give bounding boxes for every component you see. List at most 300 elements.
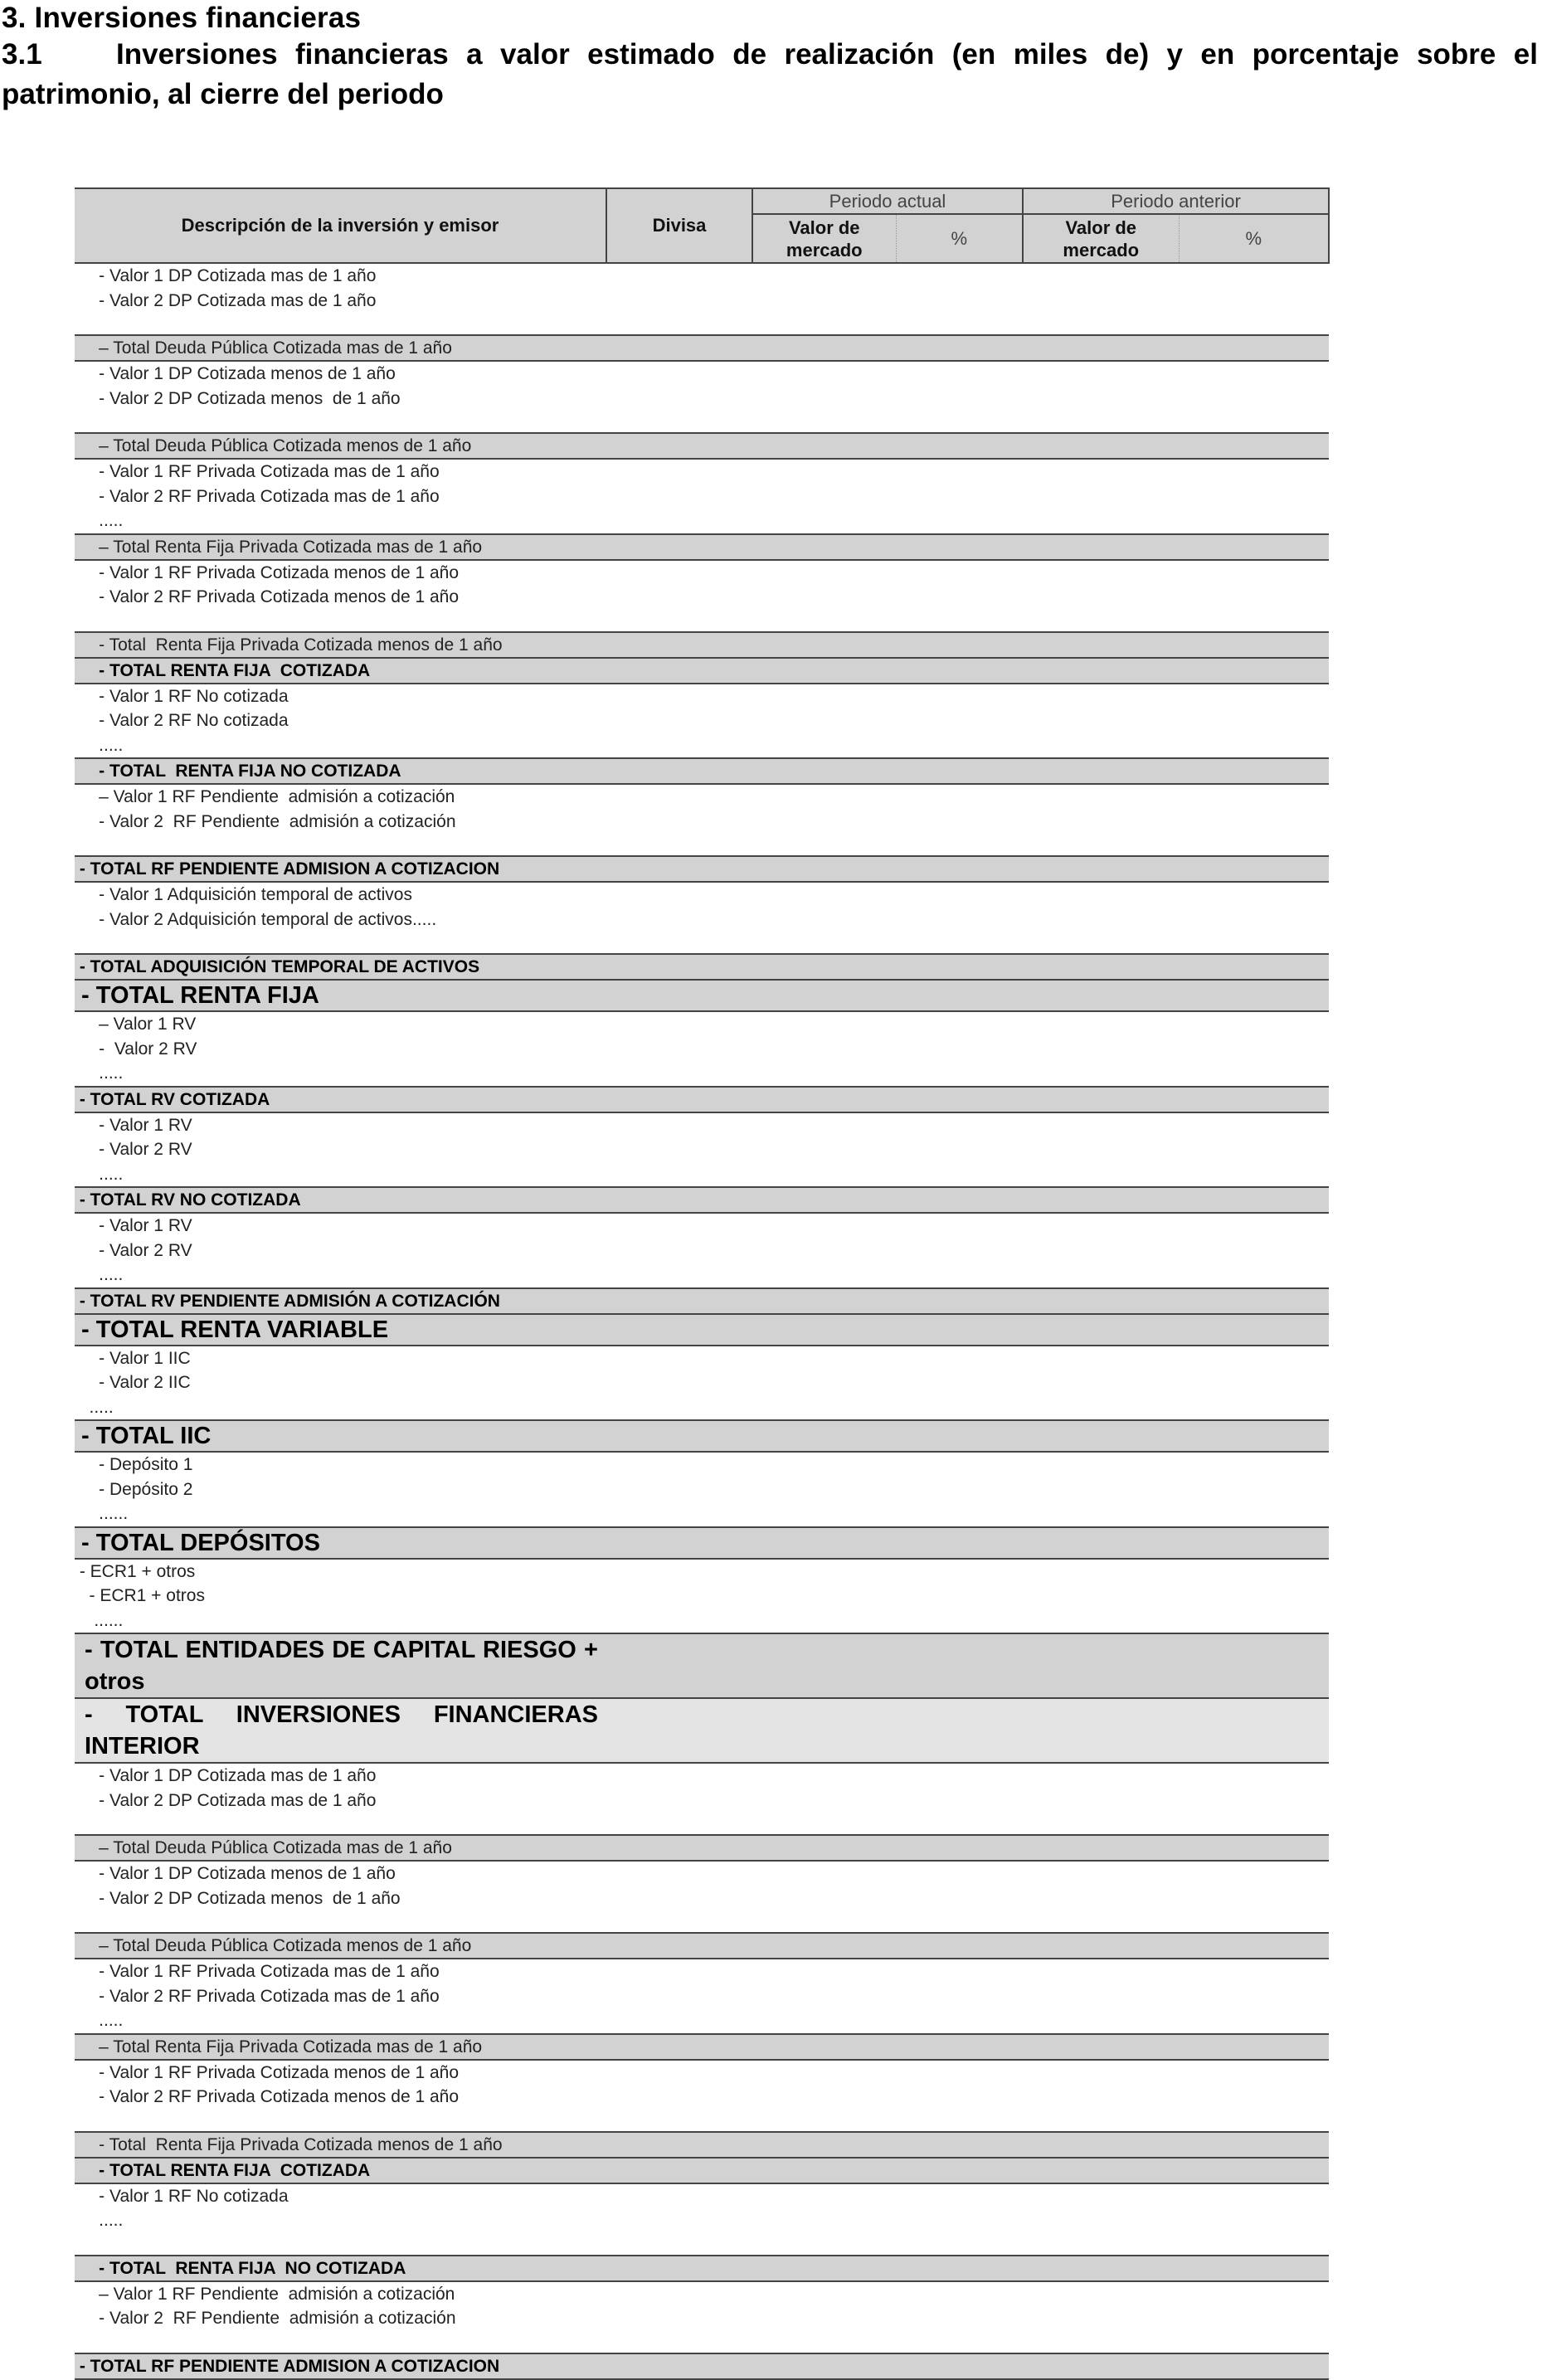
market-value-line2: mercado bbox=[786, 239, 863, 260]
market-value-cell bbox=[1023, 1633, 1179, 1698]
market-value-cell bbox=[752, 1835, 896, 1861]
total-row bbox=[75, 2034, 1329, 2060]
total-row bbox=[75, 1527, 1329, 1559]
detail-row-group bbox=[75, 560, 1329, 632]
detail-line: ...... bbox=[75, 1504, 129, 1523]
currency-cell bbox=[606, 459, 752, 534]
row-description bbox=[75, 784, 606, 856]
market-value-line2: mercado bbox=[1063, 239, 1140, 260]
percent-cell bbox=[896, 1314, 1023, 1346]
header-previous-market-value bbox=[1023, 214, 1179, 263]
percent-cell bbox=[896, 2034, 1023, 2060]
total-row bbox=[75, 1835, 1329, 1861]
market-value-cell bbox=[752, 1698, 896, 1763]
market-value-cell bbox=[752, 459, 896, 534]
row-description bbox=[75, 263, 606, 335]
percent-cell bbox=[896, 1213, 1023, 1288]
percent-cell bbox=[1179, 1011, 1329, 1087]
detail-line: - Valor 1 DP Cotizada mas de 1 año bbox=[75, 1766, 377, 1785]
market-value-cell bbox=[752, 263, 896, 335]
market-value-cell bbox=[752, 1933, 896, 1959]
percent-cell bbox=[1179, 1698, 1329, 1763]
market-value-cell bbox=[752, 1861, 896, 1933]
market-value-cell bbox=[752, 1633, 896, 1698]
market-value-cell bbox=[752, 980, 896, 1011]
market-value-cell bbox=[1023, 263, 1179, 335]
percent-cell bbox=[1179, 1112, 1329, 1188]
percent-cell bbox=[1179, 1959, 1329, 2034]
detail-line: - Valor 1 IIC bbox=[75, 1348, 191, 1368]
market-value-cell bbox=[752, 1314, 896, 1346]
percent-cell bbox=[896, 1959, 1023, 2034]
currency-cell bbox=[606, 1288, 752, 1314]
total-row bbox=[75, 2132, 1329, 2158]
total-row bbox=[75, 1698, 1329, 1763]
detail-row-group bbox=[75, 882, 1329, 954]
total-row bbox=[75, 632, 1329, 658]
percent-cell bbox=[896, 433, 1023, 459]
detail-line: - Valor 1 DP Cotizada menos de 1 año bbox=[75, 1864, 396, 1883]
percent-cell bbox=[896, 1452, 1023, 1527]
row-description: - Total Renta Fija Privada Cotizada menos de 1 año bbox=[75, 632, 606, 658]
row-description bbox=[75, 1959, 606, 2034]
market-value-cell bbox=[752, 1288, 896, 1314]
row-description: - TOTAL RF PENDIENTE ADMISION A COTIZACION bbox=[75, 856, 606, 882]
market-value-cell bbox=[752, 361, 896, 433]
percent-cell bbox=[896, 2060, 1023, 2132]
header-previous-percent: % bbox=[1179, 214, 1329, 263]
market-value-cell bbox=[1023, 2256, 1179, 2281]
market-value-cell bbox=[1023, 1933, 1179, 1959]
percent-cell bbox=[896, 1187, 1023, 1213]
detail-line: - Valor 2 DP Cotizada menos de 1 año bbox=[75, 388, 401, 408]
percent-cell bbox=[1179, 2183, 1329, 2256]
row-description: - TOTAL DEPÓSITOS bbox=[75, 1527, 606, 1559]
percent-cell bbox=[896, 954, 1023, 980]
market-value-cell bbox=[752, 1959, 896, 2034]
currency-cell bbox=[606, 1763, 752, 1835]
detail-row-group bbox=[75, 1011, 1329, 1087]
percent-cell bbox=[896, 784, 1023, 856]
market-value-cell bbox=[1023, 1527, 1179, 1559]
market-value-cell bbox=[1023, 2060, 1179, 2132]
currency-cell bbox=[606, 1559, 752, 1634]
market-value-cell bbox=[1023, 684, 1179, 759]
detail-line: - Valor 2 RF Privada Cotizada mas de 1 año bbox=[75, 1986, 440, 2006]
detail-line: - Valor 1 Adquisición temporal de activos bbox=[75, 885, 412, 904]
currency-cell bbox=[606, 335, 752, 361]
market-value-cell bbox=[752, 2158, 896, 2183]
currency-cell bbox=[606, 2256, 752, 2281]
total-row bbox=[75, 2158, 1329, 2183]
row-description: - Total Renta Fija Privada Cotizada menos de 1 año bbox=[75, 2132, 606, 2158]
market-value-cell bbox=[752, 1112, 896, 1188]
currency-cell bbox=[606, 1187, 752, 1213]
percent-cell bbox=[896, 2256, 1023, 2281]
market-value-cell bbox=[1023, 1559, 1179, 1634]
total-row bbox=[75, 2256, 1329, 2281]
detail-line: - Valor 2 RV bbox=[75, 1039, 197, 1059]
percent-cell bbox=[1179, 980, 1329, 1011]
market-value-cell bbox=[752, 1011, 896, 1087]
market-value-cell bbox=[1023, 2183, 1179, 2256]
market-value-cell bbox=[752, 2256, 896, 2281]
percent-cell bbox=[1179, 2353, 1329, 2379]
percent-cell bbox=[1179, 684, 1329, 759]
percent-cell bbox=[896, 1527, 1023, 1559]
investments-table bbox=[75, 187, 1330, 2380]
percent-cell bbox=[896, 1346, 1023, 1421]
detail-line: ..... bbox=[75, 2211, 124, 2230]
detail-line: ..... bbox=[75, 1397, 114, 1417]
total-row bbox=[75, 1288, 1329, 1314]
percent-cell bbox=[1179, 758, 1329, 784]
currency-cell bbox=[606, 1452, 752, 1527]
percent-cell bbox=[1179, 1314, 1329, 1346]
detail-line: - Valor 2 RF Pendiente admisión a cotización bbox=[75, 811, 456, 831]
detail-row-group bbox=[75, 1346, 1329, 1421]
row-description: - TOTAL RENTA VARIABLE bbox=[75, 1314, 606, 1346]
detail-row-group bbox=[75, 2060, 1329, 2132]
market-value-cell bbox=[752, 1420, 896, 1452]
percent-cell bbox=[1179, 1763, 1329, 1835]
currency-cell bbox=[606, 2158, 752, 2183]
currency-cell bbox=[606, 263, 752, 335]
percent-cell bbox=[1179, 560, 1329, 632]
total-row bbox=[75, 658, 1329, 684]
currency-cell bbox=[606, 1933, 752, 1959]
total-row bbox=[75, 856, 1329, 882]
detail-row-group bbox=[75, 1559, 1329, 1634]
percent-cell bbox=[896, 2353, 1023, 2379]
percent-cell bbox=[896, 534, 1023, 560]
detail-line: - Valor 1 RF No cotizada bbox=[75, 686, 289, 706]
row-description: – Total Deuda Pública Cotizada menos de 1 año bbox=[75, 1933, 606, 1959]
total-row bbox=[75, 534, 1329, 560]
percent-cell bbox=[1179, 2132, 1329, 2158]
percent-cell bbox=[896, 658, 1023, 684]
market-value-cell bbox=[752, 2060, 896, 2132]
percent-cell bbox=[1179, 1288, 1329, 1314]
detail-line: - ECR1 + otros bbox=[75, 1561, 196, 1581]
percent-cell bbox=[896, 263, 1023, 335]
percent-cell bbox=[1179, 2060, 1329, 2132]
market-value-cell bbox=[752, 433, 896, 459]
percent-cell bbox=[896, 1420, 1023, 1452]
market-value-cell bbox=[752, 1087, 896, 1112]
detail-row-group bbox=[75, 459, 1329, 534]
market-value-cell bbox=[1023, 1959, 1179, 2034]
market-value-cell bbox=[752, 560, 896, 632]
detail-line: – Valor 1 RF Pendiente admisión a cotización bbox=[75, 787, 455, 806]
subsection-number: 3.1 bbox=[2, 38, 42, 71]
percent-cell bbox=[896, 856, 1023, 882]
market-value-cell bbox=[1023, 658, 1179, 684]
detail-line: - Valor 1 RF Privada Cotizada menos de 1 año bbox=[75, 562, 460, 582]
row-description: - TOTAL RV PENDIENTE ADMISIÓN A COTIZACIÓN bbox=[75, 1288, 606, 1314]
detail-line: - Valor 1 DP Cotizada mas de 1 año bbox=[75, 266, 377, 285]
percent-cell bbox=[896, 560, 1023, 632]
total-row bbox=[75, 1087, 1329, 1112]
detail-line: - Valor 2 DP Cotizada mas de 1 año bbox=[75, 290, 377, 310]
detail-line: ..... bbox=[75, 1063, 124, 1083]
row-description: - TOTAL IIC bbox=[75, 1420, 606, 1452]
market-value-cell bbox=[1023, 1213, 1179, 1288]
percent-cell bbox=[1179, 632, 1329, 658]
row-description bbox=[75, 1861, 606, 1933]
header-current-market-value bbox=[752, 214, 896, 263]
row-description: - TOTAL ADQUISICIÓN TEMPORAL DE ACTIVOS bbox=[75, 954, 606, 980]
market-value-cell bbox=[1023, 1861, 1179, 1933]
percent-cell bbox=[1179, 1452, 1329, 1527]
percent-cell bbox=[896, 1112, 1023, 1188]
total-row bbox=[75, 1933, 1329, 1959]
percent-cell bbox=[1179, 954, 1329, 980]
percent-cell bbox=[896, 361, 1023, 433]
market-value-cell bbox=[752, 856, 896, 882]
currency-cell bbox=[606, 784, 752, 856]
percent-cell bbox=[896, 758, 1023, 784]
market-value-cell bbox=[752, 954, 896, 980]
detail-line: - Valor 2 RV bbox=[75, 1240, 192, 1260]
market-value-cell bbox=[752, 1346, 896, 1421]
market-value-cell bbox=[1023, 459, 1179, 534]
detail-line: - Valor 2 RF Pendiente admisión a cotización bbox=[75, 2309, 456, 2328]
percent-cell bbox=[1179, 2034, 1329, 2060]
market-value-cell bbox=[1023, 335, 1179, 361]
row-description: – Total Renta Fija Privada Cotizada mas de 1 año bbox=[75, 534, 606, 560]
market-value-cell bbox=[1023, 1698, 1179, 1763]
percent-cell bbox=[1179, 1933, 1329, 1959]
percent-cell bbox=[896, 1698, 1023, 1763]
row-description bbox=[75, 459, 606, 534]
percent-cell bbox=[896, 632, 1023, 658]
percent-cell bbox=[1179, 433, 1329, 459]
row-description bbox=[75, 1112, 606, 1188]
currency-cell bbox=[606, 361, 752, 433]
row-description: – Total Deuda Pública Cotizada mas de 1 año bbox=[75, 335, 606, 361]
percent-cell bbox=[1179, 1835, 1329, 1861]
market-value-cell bbox=[1023, 1087, 1179, 1112]
market-value-cell bbox=[752, 335, 896, 361]
market-value-cell bbox=[752, 658, 896, 684]
detail-line: - Valor 1 RF Privada Cotizada menos de 1 año bbox=[75, 2062, 460, 2082]
currency-cell bbox=[606, 1112, 752, 1188]
detail-line: - Valor 1 RF Privada Cotizada mas de 1 año bbox=[75, 462, 440, 481]
market-value-cell bbox=[752, 2281, 896, 2353]
percent-cell bbox=[896, 1835, 1023, 1861]
header-current-period: Periodo actual bbox=[752, 188, 1023, 214]
currency-cell bbox=[606, 1633, 752, 1698]
row-description: - TOTAL RENTA FIJA COTIZADA bbox=[75, 2158, 606, 2183]
detail-line: - Valor 1 RV bbox=[75, 1115, 192, 1135]
percent-cell bbox=[896, 2281, 1023, 2353]
detail-line: - Valor 2 RF No cotizada bbox=[75, 711, 289, 730]
detail-row-group bbox=[75, 1112, 1329, 1188]
market-value-line1: Valor de bbox=[1065, 217, 1137, 238]
row-description bbox=[75, 1452, 606, 1527]
detail-row-group bbox=[75, 2281, 1329, 2353]
row-description: - TOTAL RV COTIZADA bbox=[75, 1087, 606, 1112]
percent-cell bbox=[896, 335, 1023, 361]
detail-row-group bbox=[75, 2183, 1329, 2256]
total-row bbox=[75, 2353, 1329, 2379]
detail-line: - Valor 2 DP Cotizada mas de 1 año bbox=[75, 1790, 377, 1810]
percent-cell bbox=[896, 1861, 1023, 1933]
row-description: - TOTAL RF PENDIENTE ADMISION A COTIZACION bbox=[75, 2353, 606, 2379]
detail-line: - ECR1 + otros bbox=[75, 1586, 205, 1605]
percent-cell bbox=[896, 2158, 1023, 2183]
percent-cell bbox=[1179, 1861, 1329, 1933]
detail-line: - Valor 1 RF Privada Cotizada mas de 1 año bbox=[75, 1962, 440, 1981]
currency-cell bbox=[606, 560, 752, 632]
header-currency: Divisa bbox=[606, 188, 752, 263]
detail-row-group bbox=[75, 263, 1329, 335]
detail-line: - Valor 2 IIC bbox=[75, 1373, 191, 1392]
percent-cell bbox=[896, 882, 1023, 954]
percent-cell bbox=[896, 459, 1023, 534]
subsection-title bbox=[2, 35, 1538, 114]
detail-line: - Valor 2 RF Privada Cotizada mas de 1 año bbox=[75, 486, 440, 506]
percent-cell bbox=[1179, 1213, 1329, 1288]
currency-cell bbox=[606, 1213, 752, 1288]
row-description: – Total Deuda Pública Cotizada menos de 1 año bbox=[75, 433, 606, 459]
market-value-cell bbox=[752, 1527, 896, 1559]
percent-cell bbox=[1179, 263, 1329, 335]
currency-cell bbox=[606, 856, 752, 882]
detail-row-group bbox=[75, 1959, 1329, 2034]
market-value-cell bbox=[1023, 1763, 1179, 1835]
header-current-percent: % bbox=[896, 214, 1023, 263]
market-value-cell bbox=[1023, 1835, 1179, 1861]
market-value-cell bbox=[1023, 2158, 1179, 2183]
market-value-cell bbox=[752, 1187, 896, 1213]
currency-cell bbox=[606, 1959, 752, 2034]
percent-cell bbox=[1179, 1420, 1329, 1452]
percent-cell bbox=[1179, 2281, 1329, 2353]
percent-cell bbox=[896, 1087, 1023, 1112]
market-value-cell bbox=[1023, 1112, 1179, 1188]
percent-cell bbox=[896, 1288, 1023, 1314]
row-description bbox=[75, 1213, 606, 1288]
market-value-cell bbox=[1023, 856, 1179, 882]
currency-cell bbox=[606, 1346, 752, 1421]
market-value-cell bbox=[1023, 1452, 1179, 1527]
percent-cell bbox=[1179, 856, 1329, 882]
percent-cell bbox=[1179, 1187, 1329, 1213]
market-value-cell bbox=[1023, 980, 1179, 1011]
market-value-cell bbox=[1023, 1420, 1179, 1452]
market-value-cell bbox=[1023, 560, 1179, 632]
percent-cell bbox=[896, 684, 1023, 759]
currency-cell bbox=[606, 2060, 752, 2132]
detail-row-group bbox=[75, 784, 1329, 856]
detail-line: - Valor 2 RF Privada Cotizada menos de 1 año bbox=[75, 587, 460, 606]
market-value-cell bbox=[752, 684, 896, 759]
market-value-cell bbox=[752, 2034, 896, 2060]
detail-row-group bbox=[75, 1861, 1329, 1933]
currency-cell bbox=[606, 980, 752, 1011]
market-value-cell bbox=[1023, 632, 1179, 658]
detail-row-group bbox=[75, 684, 1329, 759]
currency-cell bbox=[606, 758, 752, 784]
percent-cell bbox=[896, 1763, 1023, 1835]
market-value-cell bbox=[1023, 1346, 1179, 1421]
percent-cell bbox=[1179, 1633, 1329, 1698]
total-row bbox=[75, 1420, 1329, 1452]
row-description bbox=[75, 1011, 606, 1087]
currency-cell bbox=[606, 2183, 752, 2256]
currency-cell bbox=[606, 1861, 752, 1933]
market-value-cell bbox=[752, 1213, 896, 1288]
percent-cell bbox=[1179, 1527, 1329, 1559]
row-description bbox=[75, 560, 606, 632]
detail-line: - Valor 2 Adquisición temporal de activos..... bbox=[75, 909, 437, 929]
currency-cell bbox=[606, 433, 752, 459]
market-value-cell bbox=[1023, 2132, 1179, 2158]
percent-cell bbox=[1179, 335, 1329, 361]
row-description: – Total Renta Fija Privada Cotizada mas de 1 año bbox=[75, 2034, 606, 2060]
percent-cell bbox=[896, 1011, 1023, 1087]
header-previous-period: Periodo anterior bbox=[1023, 188, 1329, 214]
detail-row-group bbox=[75, 1213, 1329, 1288]
row-description bbox=[75, 1346, 606, 1421]
currency-cell bbox=[606, 1087, 752, 1112]
percent-cell bbox=[1179, 2158, 1329, 2183]
currency-cell bbox=[606, 1835, 752, 1861]
row-description bbox=[75, 1763, 606, 1835]
detail-row-group bbox=[75, 1763, 1329, 1835]
total-row bbox=[75, 1314, 1329, 1346]
percent-cell bbox=[896, 1633, 1023, 1698]
percent-cell bbox=[1179, 1346, 1329, 1421]
currency-cell bbox=[606, 684, 752, 759]
market-value-cell bbox=[752, 1763, 896, 1835]
percent-cell bbox=[896, 1559, 1023, 1634]
detail-row-group bbox=[75, 1452, 1329, 1527]
row-description bbox=[75, 2183, 606, 2256]
market-value-cell bbox=[752, 784, 896, 856]
row-description bbox=[75, 361, 606, 433]
row-description bbox=[75, 1559, 606, 1634]
currency-cell bbox=[606, 1698, 752, 1763]
detail-line: - Valor 1 RV bbox=[75, 1216, 192, 1235]
market-value-cell bbox=[1023, 758, 1179, 784]
market-value-cell bbox=[752, 2132, 896, 2158]
row-description: - TOTAL RENTA FIJA NO COTIZADA bbox=[75, 758, 606, 784]
total-row bbox=[75, 335, 1329, 361]
percent-cell bbox=[896, 2132, 1023, 2158]
currency-cell bbox=[606, 2353, 752, 2379]
market-value-cell bbox=[1023, 534, 1179, 560]
header-description: Descripción de la inversión y emisor bbox=[75, 188, 606, 263]
detail-line: - Depósito 2 bbox=[75, 1479, 193, 1499]
section-title: 3. Inversiones financieras bbox=[2, 2, 362, 34]
currency-cell bbox=[606, 534, 752, 560]
market-value-cell bbox=[752, 2183, 896, 2256]
market-value-cell bbox=[1023, 784, 1179, 856]
detail-line: - Valor 2 RV bbox=[75, 1140, 192, 1159]
market-value-cell bbox=[1023, 2034, 1179, 2060]
total-row bbox=[75, 980, 1329, 1011]
currency-cell bbox=[606, 1011, 752, 1087]
percent-cell bbox=[1179, 1087, 1329, 1112]
detail-line: ..... bbox=[75, 2011, 124, 2030]
market-value-cell bbox=[752, 882, 896, 954]
market-value-cell bbox=[752, 758, 896, 784]
market-value-cell bbox=[1023, 2281, 1179, 2353]
row-description bbox=[75, 2060, 606, 2132]
